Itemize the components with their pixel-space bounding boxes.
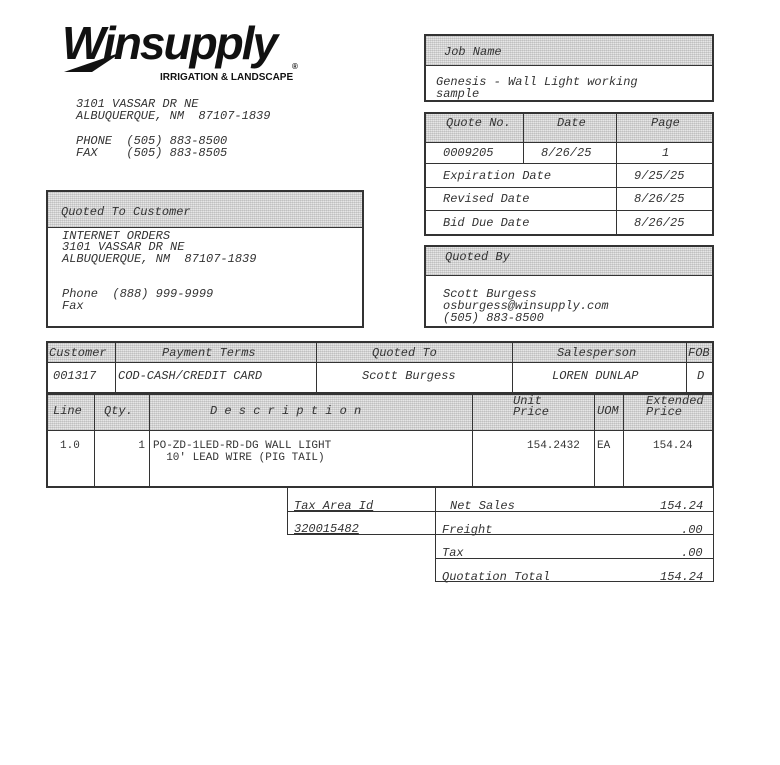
quotation-total-label: Quotation Total xyxy=(442,570,551,584)
freight-value: .00 xyxy=(681,523,703,537)
customer-line1: INTERNET ORDERS xyxy=(62,229,171,243)
item-extended-price: 154.24 xyxy=(653,440,693,452)
quoted-by-label: Quoted By xyxy=(445,250,510,264)
payment-terms-value: COD-CASH/CREDIT CARD xyxy=(118,369,263,383)
tax-area-value: 320015482 xyxy=(294,522,359,536)
item-description-line1: PO-ZD-1LED-RD-DG WALL LIGHT xyxy=(153,440,332,452)
quoted-by-email: osburgess@winsupply.com xyxy=(443,299,609,313)
fob-value: D xyxy=(697,369,705,383)
customer-line3: ALBUQUERQUE, NM 87107-1839 xyxy=(62,252,257,266)
uom-header: UOM xyxy=(597,404,619,418)
quoted-by-phone: (505) 883-8500 xyxy=(443,311,544,325)
tax-label: Tax xyxy=(442,546,464,560)
net-sales-label: Net Sales xyxy=(450,499,515,513)
customer-number-value: 001317 xyxy=(53,369,97,383)
bid-due-label: Bid Due Date xyxy=(443,216,530,230)
revised-label: Revised Date xyxy=(443,192,530,206)
revised-value: 8/26/25 xyxy=(634,192,685,206)
quoted-to-header: Quoted To xyxy=(372,346,437,360)
payment-terms-header: Payment Terms xyxy=(162,346,256,360)
logo-text: Winsupply xyxy=(62,17,277,69)
extended-price-header-line1: Extended xyxy=(646,394,704,408)
page-header: Page xyxy=(651,116,680,130)
quotation-total-value: 154.24 xyxy=(660,570,704,584)
expiration-value: 9/25/25 xyxy=(634,169,685,183)
extended-price-header-line2: Price xyxy=(646,405,683,419)
job-name-line2: sample xyxy=(436,87,480,101)
freight-label: Freight xyxy=(442,523,493,537)
item-unit-price: 154.2432 xyxy=(527,440,580,452)
date-header: Date xyxy=(557,116,586,130)
net-sales-value: 154.24 xyxy=(660,499,704,513)
logo-registered-mark: ® xyxy=(292,62,298,71)
quote-no-value: 0009205 xyxy=(443,146,494,160)
quoted-to-value: Scott Burgess xyxy=(362,369,456,383)
company-phone: PHONE (505) 883-8500 xyxy=(76,134,228,148)
expiration-label: Expiration Date xyxy=(443,169,552,183)
tax-value: .00 xyxy=(681,546,703,560)
company-fax: FAX (505) 883-8505 xyxy=(76,146,228,160)
tax-area-label: Tax Area Id xyxy=(294,499,374,513)
customer-number-header: Customer xyxy=(49,346,107,360)
fob-header: FOB xyxy=(688,346,710,360)
company-address-line2: ALBUQUERQUE, NM 87107-1839 xyxy=(76,109,271,123)
description-header: D e s c r i p t i o n xyxy=(210,404,362,418)
qty-header: Qty. xyxy=(104,404,133,418)
logo-tagline: IRRIGATION & LANDSCAPE xyxy=(160,72,294,83)
date-value: 8/26/25 xyxy=(541,146,592,160)
customer-fax: Fax xyxy=(62,299,84,313)
salesperson-header: Salesperson xyxy=(557,346,637,360)
unit-price-header-line2: Price xyxy=(513,405,550,419)
bid-due-value: 8/26/25 xyxy=(634,216,685,230)
customer-line2: 3101 VASSAR DR NE xyxy=(62,240,185,254)
page-value: 1 xyxy=(662,146,670,160)
quote-no-header: Quote No. xyxy=(446,116,511,130)
company-address-line1: 3101 VASSAR DR NE xyxy=(76,97,199,111)
quoted-to-customer-label: Quoted To Customer xyxy=(61,205,191,219)
job-name-label: Job Name xyxy=(444,45,502,59)
customer-phone: Phone (888) 999-9999 xyxy=(62,287,214,301)
salesperson-value: LOREN DUNLAP xyxy=(552,369,639,383)
job-name-line1: Genesis - Wall Light working xyxy=(436,75,638,89)
line-header: Line xyxy=(53,404,82,418)
quoted-by-name: Scott Burgess xyxy=(443,287,537,301)
item-line-number: 1.0 xyxy=(60,440,80,452)
unit-price-header-line1: Unit xyxy=(513,394,542,408)
item-uom: EA xyxy=(597,440,611,452)
item-description-line2: 10' LEAD WIRE (PIG TAIL) xyxy=(153,452,325,464)
item-qty: 1 xyxy=(138,440,145,452)
